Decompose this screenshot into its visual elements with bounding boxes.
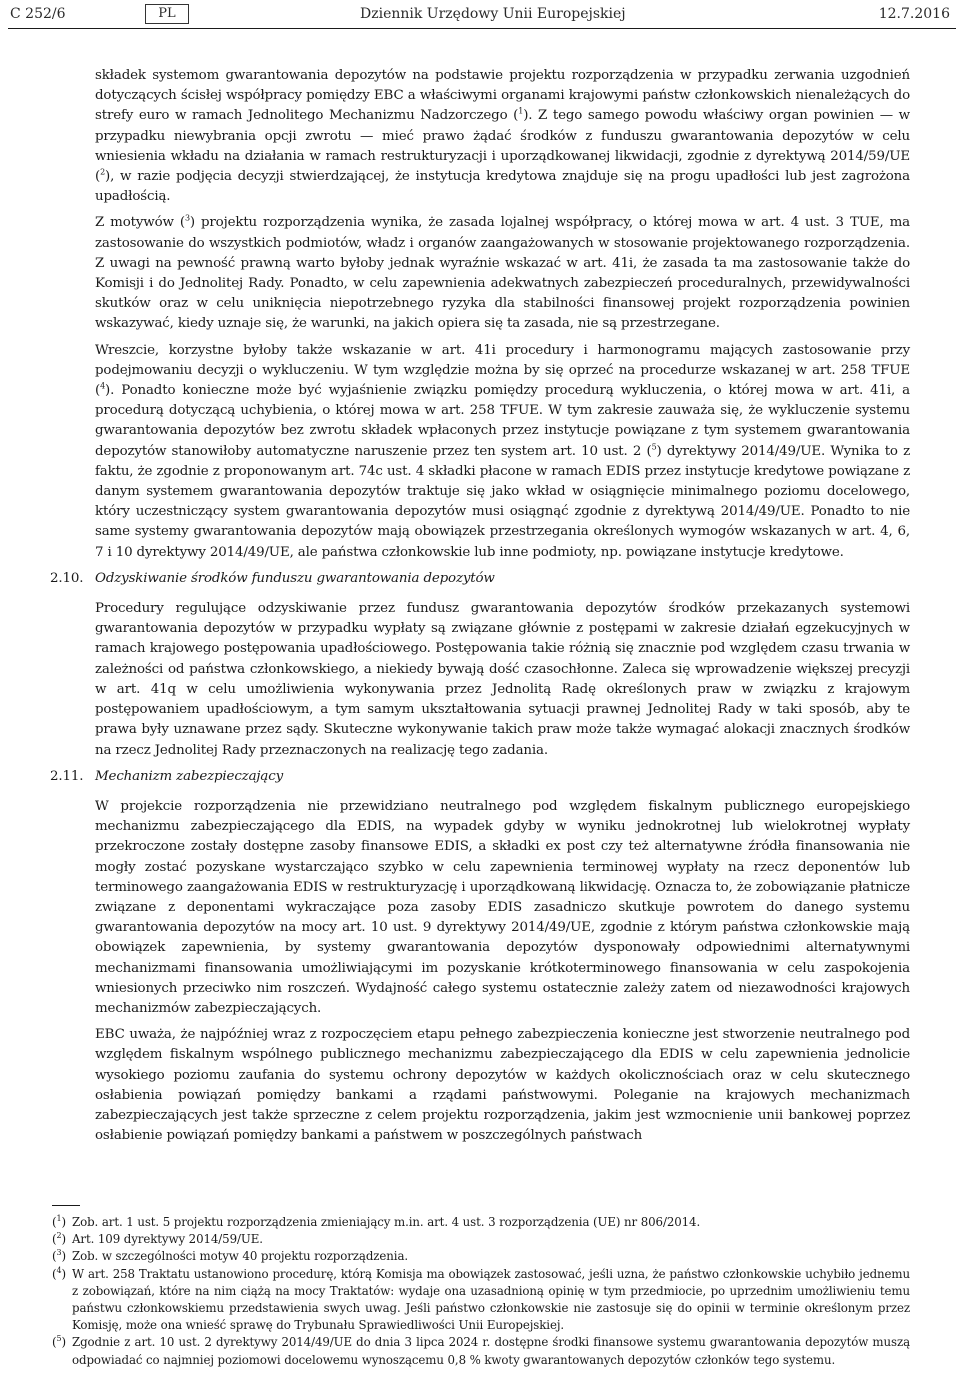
text-run: Wreszcie, korzystne byłoby także wskazanie w art. 41i procedury i harmonogramu mających zastosowanie przy podejmowaniu decyzji o wykluczeniu. W tym względzie można by się oprzeć na procedurze wskazanej w art. 258 TFUE ( xyxy=(95,342,910,399)
footnote-reference[interactable]: 5 xyxy=(651,442,657,452)
footnote-divider xyxy=(52,1205,80,1206)
intro-paragraphs xyxy=(95,66,910,563)
paragraph xyxy=(95,213,910,334)
document-body xyxy=(50,66,910,1152)
footnote xyxy=(52,1334,910,1368)
paragraph xyxy=(95,341,910,563)
footnote-text: W art. 258 Traktatu ustanowiono procedurę, którą Komisja ma obowiązek zastosować, jeśli uzna, że państwo członkowskie uchybiło jednemu z zobowiązań, które na nim ciążą na mocy Traktatów: wydaje ona uzasadnioną opinię w tym przedmiocie, po uprzednim umożliwieniu temu państwu członkowskiemu przedstawienia swych uwag. Jeśli państwo członkowskie nie zastosuje się do opinii w terminie określonym przez Komisję, może ona wnieść sprawę do Trybunału Sprawiedliwości Unii Europejskiej. xyxy=(72,1266,910,1333)
page-reference: C 252/6 xyxy=(10,6,66,22)
footnotes xyxy=(52,1214,910,1369)
footnote-marker: ($^4$) xyxy=(52,1265,67,1281)
text-run: ) dyrektywy 2014/49/UE. Wynika to z faktu, że zgodnie z proponowanym art. 74c ust. 4 składki płacone w ramach EDIS przez instytucje kredytowe powiązane z danym systemem gwarantowania depozytów traktuje się jako wkład w osiągnięcie minimalnego poziomu docelowego, który uczestniczący system gwarantowania depozytów musi osiągnąć zgodnie z dyrektywą 2014/49/UE. Ponadto to nie same systemy gwarantowania depozytów mają obowiązek przestrzegania określonych wymogów wskazanych w art. 4, 6, 7 i 10 dyrektywy 2014/49/UE, ale państwa członkowskie lub inne podmioty, np. powiązane instytucje kredytowe. xyxy=(95,443,910,560)
paragraph: Procedury regulujące odzyskiwanie przez fundusz gwarantowania depozytów środków przekazanych systemowi gwarantowania depozytów w przypadku wypłaty są związane głównie z postępami w zakresie działań egzekucyjnych w ramach krajowego postępowania upadłościowego. Postępowania takie różnią się znacznie pod względem czasu trwania w zależności od państwa członkowskiego, a niekiedy bywają dość czasochłonne. Zaleca się wprowadzenie większej precyzji w art. 41q w celu umożliwienia wykonywania przez Jednolitą Radę określonych praw w związku z krajowym postępowaniem upadłościowym, a tym samym ukształtowania sytuacji prawnej Jednolitej Rady w taki sposób, aby te prawa były uznawane przez sądy. Skuteczne wykonywanie takich praw może także wymagać alokacji znacznych środków na rzecz Jednolitej Rady przeznaczonych na realizację tego zadania. xyxy=(95,601,910,758)
footnote xyxy=(52,1231,910,1248)
language-badge: PL xyxy=(145,4,189,24)
footnote-reference[interactable]: 2 xyxy=(100,167,106,177)
footnote xyxy=(52,1248,910,1265)
footnote-text: Zgodnie z art. 10 ust. 2 dyrektywy 2014/49/UE do dnia 3 lipca 2024 r. dostępne środki finansowe systemu gwarantowania depozytów muszą odpowiadać co najmniej poziomowi docelowemu wynoszącemu 0,8 % kwoty gwarantowanych depozytów członków tego systemu. xyxy=(72,1335,910,1367)
paragraph xyxy=(95,66,910,207)
footnote-text: Zob. art. 1 ust. 5 projektu rozporządzenia zmieniający m.in. art. 4 ust. 3 rozporządzenia (UE) nr 806/2014. xyxy=(72,1215,701,1229)
footnote-reference[interactable]: 1 xyxy=(518,106,524,116)
paragraph: EBC uważa, że najpóźniej wraz z rozpoczęciem etapu pełnego zabezpieczenia konieczne jest stworzenie neutralnego pod względem fiskalnym wspólnego publicznego mechanizmu zabezpieczającego dla EDIS w celu zapewnienia jednolicie wysokiego poziomu zaufania do systemu ochrony depozytów w każdych okolicznościach oraz w celu skutecznego osłabienia powiązań pomiędzy bankami a rządami państwowymi. Poleganie na krajowych mechanizmach zabezpieczających jest także sprzeczne z celem projektu rozporządzenia, jakim jest wzmocnienie unii bankowej poprzez osłabienie powiązań pomiędzy bankami a państwem w poszczególnych państwach xyxy=(95,1027,910,1144)
section-number: 2.11. xyxy=(50,768,84,784)
text-run: ) projektu rozporządzenia wynika, że zasada lojalnej współpracy, o której mowa w art. 4 ust. 3 TUE, ma zastosowanie do wszystkich podmiotów, władz i organów zaangażowanych w stosowanie projektowanego rozporządzenia. Z uwagi na pewność prawną warto byłoby jednak wyraźnie wskazać w art. 41i, że zasada ta ma zastosowanie także do Komisji i do Jednolitej Rady. Ponadto, w celu zapewnienia adekwatnych zabezpieczeń proceduralnych, przewidywalności skutków oraz w celu uniknięcia niepotrzebnego ryzyka dla stabilności finansowej projekt rozporządzenia powinien wskazywać, kiedy uznaje się, że warunki, na jakich opiera się ta zasada, nie są przestrzegane. xyxy=(95,215,910,332)
publication-date: 12.7.2016 xyxy=(878,6,950,22)
text-run: ), w razie podjęcia decyzji stwierdzającej, że instytucja kredytowa znajduje się na progu upadłości lub jest zagrożona upadłością. xyxy=(95,169,910,205)
journal-title: Dziennik Urzędowy Unii Europejskiej xyxy=(360,6,626,22)
section-title: Odzyskiwanie środków funduszu gwarantowania depozytów xyxy=(95,570,495,586)
footnote-reference[interactable]: 4 xyxy=(100,381,106,391)
footnote-text: Zob. w szczególności motyw 40 projektu rozporządzenia. xyxy=(72,1249,409,1264)
footnote xyxy=(52,1214,910,1231)
text-run: Z motywów ( xyxy=(95,215,185,231)
section-heading-2-10 xyxy=(50,569,910,589)
footnote-text: Art. 109 dyrektywy 2014/59/UE. xyxy=(72,1232,263,1247)
paragraph: W projekcie rozporządzenia nie przewidziano neutralnego pod względem fiskalnym publicznego europejskiego mechanizmu zabezpieczającego dla EDIS, na wypadek gdyby w wyniku jednokrotnej lub wielokrotnej wypłaty przekroczone zostały dostępne zasoby finansowe EDIS, a składki ex post czy też alternatywne źródła finansowania nie mogły zostać pozyskane wystarczająco szybko w celu zapewnienia terminowej wypłaty na rzecz deponentów lub terminowego zaangażowania EDIS w restrukturyzację i uporządkowaną likwidację. Oznacza to, że zobowiązanie płatnicze związane z deponentami wykraczające poza zasoby EDIS zasadniczo skutkuje powrotem do danego systemu gwarantowania depozytów na mocy art. 10 ust. 9 dyrektywy 2014/49/UE, zgodnie z którym państwa członkowskie mają obowiązek zapewnienia, by systemy gwarantowania depozytów dysponowały odpowiednimi alternatywnymi mechanizmami finansowania umożliwiającymi im pozyskanie krótkoterminowego finansowania w celu zaspokojenia wniesionych przeciwko nim roszczeń. Wydajność całego systemu ostatecznie zależy zatem od niezawodności krajowych mechanizmów zabezpieczających. xyxy=(95,798,910,1016)
text-run: ). Z tego samego powodu właściwy organ powinien — w przypadku niewybrania opcji zwrotu — mieć prawo żądać środków z funduszu gwarantowania depozytów w celu wniesienia wkładu na działania w ramach restrukturyzacji i uporządkowanej likwidacji, zgodnie z dyrektywą 2014/59/UE ( xyxy=(95,108,910,185)
section-heading-2-11 xyxy=(50,767,910,787)
footnote-marker: ($^5$) xyxy=(52,1334,67,1350)
footnote-reference[interactable]: 3 xyxy=(184,213,190,223)
text-run: ). Ponadto konieczne może być wyjaśnienie związku pomiędzy procedurą wykluczenia, o której mowa w art. 41i, a procedurą dotyczącą uchybienia, o której mowa w art. 258 TFUE. W tym zakresie zauważa się, że wykluczenie systemu gwarantowania depozytów bez zwrotu składek wpłaconych przez instytucje powiązane z tym systemem gwarantowania depozytów stanowiłoby automatyczne naruszenie przez ten system art. 10 ust. 2 ( xyxy=(95,383,910,459)
section-title: Mechanizm zabezpieczający xyxy=(95,768,284,784)
page-header xyxy=(10,6,956,26)
footnote xyxy=(52,1266,910,1335)
section-number: 2.10. xyxy=(50,570,84,586)
header-divider xyxy=(8,28,956,29)
footnote-marker: ($^3$) xyxy=(52,1248,67,1264)
footnote-marker: ($^2$) xyxy=(52,1231,67,1247)
text-run: składek systemom gwarantowania depozytów na podstawie projektu rozporządzenia w przypadku zerwania uzgodnień dotyczących ścisłej współpracy pomiędzy EBC a właściwymi organami krajowymi państw członkowskich nienależących do strefy euro w ramach Jednolitego Mechanizmu Nadzorczego ( xyxy=(95,68,910,124)
footnote-marker: ($^1$) xyxy=(52,1214,67,1229)
